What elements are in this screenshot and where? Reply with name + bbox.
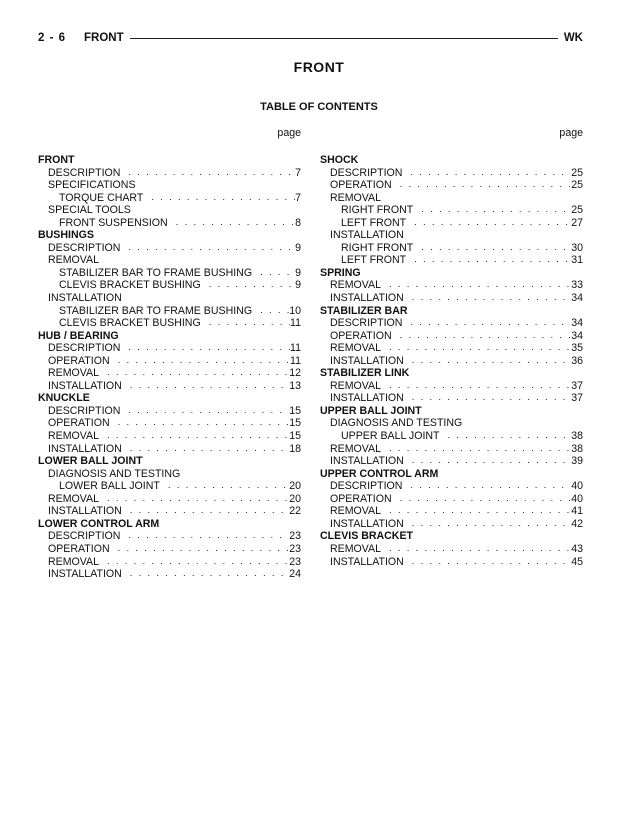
toc-entry-page: 9 bbox=[295, 266, 301, 279]
section-name: FRONT bbox=[84, 32, 124, 44]
toc-entry-page: 40 bbox=[571, 492, 583, 505]
dot-leader bbox=[413, 242, 571, 255]
toc-entry-label: UPPER BALL JOINT bbox=[320, 404, 422, 417]
toc-entry-label: DESCRIPTION bbox=[48, 342, 121, 355]
toc-entry-label: INSTALLATION bbox=[330, 229, 404, 242]
toc-entry[interactable] bbox=[320, 292, 583, 305]
toc-entry-page: 15 bbox=[289, 417, 301, 430]
toc-left-column bbox=[38, 126, 301, 581]
dot-leader bbox=[402, 317, 571, 330]
toc-entry-label: STABILIZER BAR bbox=[320, 304, 408, 317]
toc-entry-page: 33 bbox=[571, 279, 583, 292]
toc-entry-page: 36 bbox=[571, 354, 583, 367]
dot-leader bbox=[406, 254, 571, 267]
dot-leader bbox=[120, 530, 289, 543]
toc-entry[interactable] bbox=[38, 217, 301, 230]
toc-entry bbox=[320, 229, 583, 242]
toc-section-heading bbox=[320, 267, 583, 280]
toc-entry-label: LEFT FRONT bbox=[341, 254, 407, 267]
toc-entry-page: 23 bbox=[289, 530, 301, 543]
dot-leader bbox=[404, 556, 571, 569]
toc-entry-label: OPERATION bbox=[330, 492, 392, 505]
toc-section-heading bbox=[320, 305, 583, 318]
toc-heading: TABLE OF CONTENTS bbox=[260, 101, 378, 113]
toc-entry-page: 37 bbox=[571, 379, 583, 392]
page-number: 2 - 6 bbox=[38, 32, 67, 44]
toc-section-heading bbox=[320, 154, 583, 167]
toc-entry-label: UPPER BALL JOINT bbox=[341, 430, 440, 443]
toc-entry-page: 12 bbox=[289, 367, 301, 380]
dot-leader bbox=[110, 417, 290, 430]
toc-entry-page: 9 bbox=[295, 279, 301, 292]
toc-entry[interactable] bbox=[320, 242, 583, 255]
toc-entry bbox=[320, 417, 583, 430]
toc-entry-label: SPRING bbox=[320, 266, 361, 279]
toc-entry-page: 24 bbox=[289, 568, 301, 581]
toc-entry[interactable] bbox=[320, 455, 583, 468]
toc-entry-label: SPECIFICATIONS bbox=[48, 179, 136, 192]
toc-entry-label: CLEVIS BRACKET BUSHING bbox=[59, 317, 201, 330]
dot-leader bbox=[381, 443, 571, 456]
dot-leader bbox=[404, 455, 571, 468]
toc-entry bbox=[320, 192, 583, 205]
toc-entry[interactable] bbox=[38, 305, 301, 318]
toc-entry-page: 39 bbox=[571, 455, 583, 468]
toc-entry-page: 35 bbox=[571, 342, 583, 355]
dot-leader bbox=[402, 480, 571, 493]
toc-entry-label: KNUCKLE bbox=[38, 392, 90, 405]
toc-entry-page: 42 bbox=[571, 517, 583, 530]
toc-section-heading bbox=[38, 330, 301, 343]
toc-entry bbox=[38, 292, 301, 305]
toc-entry[interactable] bbox=[320, 179, 583, 192]
dot-leader bbox=[120, 405, 289, 418]
toc-entry-label: INSTALLATION bbox=[48, 505, 122, 518]
dot-leader bbox=[252, 267, 295, 280]
toc-entry[interactable] bbox=[320, 493, 583, 506]
page-header bbox=[38, 31, 583, 45]
toc-entry-page: 7 bbox=[295, 166, 301, 179]
toc-entry-label: REMOVAL bbox=[48, 555, 100, 568]
toc-entry-page: 11 bbox=[290, 317, 301, 330]
toc-entry-label: DESCRIPTION bbox=[48, 530, 121, 543]
toc-entry-label: DESCRIPTION bbox=[48, 166, 121, 179]
toc-entry-label: REMOVAL bbox=[48, 430, 100, 443]
toc-entry[interactable] bbox=[38, 242, 301, 255]
toc-entry-label: STABILIZER BAR TO FRAME BUSHING bbox=[59, 304, 253, 317]
toc-entry[interactable] bbox=[320, 330, 583, 343]
toc-entry-page: 22 bbox=[289, 505, 301, 518]
toc-entry[interactable] bbox=[320, 480, 583, 493]
toc-entry[interactable] bbox=[38, 480, 301, 493]
toc-entry bbox=[38, 468, 301, 481]
toc-entry-page: 37 bbox=[571, 392, 583, 405]
toc-entry-label: REMOVAL bbox=[48, 492, 100, 505]
toc-entry[interactable] bbox=[38, 167, 301, 180]
toc-entry-page: 10 bbox=[289, 304, 301, 317]
dot-leader bbox=[440, 430, 572, 443]
toc-entry-label: DESCRIPTION bbox=[330, 166, 403, 179]
toc-entry-label: DESCRIPTION bbox=[330, 317, 403, 330]
toc-entry-label: DIAGNOSIS AND TESTING bbox=[330, 417, 463, 430]
toc-entry-label: LOWER CONTROL ARM bbox=[38, 517, 160, 530]
toc-entry-label: LOWER BALL JOINT bbox=[59, 480, 160, 493]
toc-entry-label: RIGHT FRONT bbox=[341, 241, 414, 254]
dot-leader bbox=[99, 430, 289, 443]
toc-section-heading bbox=[38, 154, 301, 167]
toc-entry-label: REMOVAL bbox=[48, 367, 100, 380]
toc-entry[interactable] bbox=[38, 430, 301, 443]
toc-entry-label: INSTALLATION bbox=[330, 354, 404, 367]
toc-section-heading bbox=[320, 367, 583, 380]
toc-entry-page: 34 bbox=[571, 329, 583, 342]
dot-leader bbox=[110, 543, 290, 556]
toc-entry-page: 27 bbox=[571, 216, 583, 229]
toc-section-heading bbox=[38, 229, 301, 242]
dot-leader bbox=[404, 292, 571, 305]
toc-entry[interactable] bbox=[320, 342, 583, 355]
toc-entry[interactable] bbox=[38, 443, 301, 456]
dot-leader bbox=[392, 179, 572, 192]
toc-entry-label: REMOVAL bbox=[330, 442, 382, 455]
dot-leader bbox=[122, 505, 289, 518]
toc-entry[interactable] bbox=[38, 279, 301, 292]
dot-leader bbox=[381, 279, 571, 292]
dot-leader bbox=[381, 543, 571, 556]
toc-entry-page: 38 bbox=[571, 442, 583, 455]
toc-entry-label: SPECIAL TOOLS bbox=[48, 204, 131, 217]
toc-entry-page: 40 bbox=[571, 480, 583, 493]
dot-leader bbox=[381, 342, 571, 355]
toc-entry-label: FRONT bbox=[38, 154, 75, 166]
toc-entry-label: LOWER BALL JOINT bbox=[38, 455, 143, 468]
dot-leader bbox=[110, 355, 290, 368]
toc-entry-label: STABILIZER LINK bbox=[320, 367, 410, 380]
toc-entry-label: INSTALLATION bbox=[48, 292, 122, 305]
dot-leader bbox=[402, 167, 571, 180]
toc-entry bbox=[38, 254, 301, 267]
toc-entry[interactable] bbox=[38, 417, 301, 430]
toc-entry-label: CLEVIS BRACKET BUSHING bbox=[59, 279, 201, 292]
toc-entry-page: 41 bbox=[571, 505, 583, 518]
toc-entry-label: SHOCK bbox=[320, 154, 359, 166]
dot-leader bbox=[201, 279, 295, 292]
toc-entry-page: 30 bbox=[571, 241, 583, 254]
dot-leader bbox=[122, 568, 289, 581]
page-column-label: page bbox=[559, 127, 583, 139]
toc-entry-label: REMOVAL bbox=[330, 379, 382, 392]
toc-entry-label: OPERATION bbox=[48, 354, 110, 367]
dot-leader bbox=[201, 317, 290, 330]
toc-entry-page: 23 bbox=[289, 555, 301, 568]
toc-entry-label: REMOVAL bbox=[330, 505, 382, 518]
toc-entry-page: 43 bbox=[571, 542, 583, 555]
toc-entry[interactable] bbox=[320, 556, 583, 569]
toc-entry[interactable] bbox=[38, 267, 301, 280]
dot-leader bbox=[99, 493, 289, 506]
toc-entry-page: 38 bbox=[571, 430, 583, 443]
toc-entry-page: 34 bbox=[571, 292, 583, 305]
dot-leader bbox=[413, 204, 571, 217]
toc-entry[interactable] bbox=[38, 192, 301, 205]
toc-entry-page: 11 bbox=[290, 342, 301, 355]
dot-leader bbox=[99, 556, 289, 569]
toc-entry[interactable] bbox=[320, 380, 583, 393]
toc-entry-label: RIGHT FRONT bbox=[341, 204, 414, 217]
toc-entry-page: 23 bbox=[289, 542, 301, 555]
toc-entry[interactable] bbox=[320, 443, 583, 456]
toc-entry[interactable] bbox=[320, 355, 583, 368]
toc-entry[interactable] bbox=[320, 430, 583, 443]
dot-leader bbox=[404, 392, 571, 405]
toc-entry-label: INSTALLATION bbox=[330, 292, 404, 305]
dot-leader bbox=[122, 443, 289, 456]
toc-entry-page: 18 bbox=[289, 442, 301, 455]
toc-entry-label: CLEVIS BRACKET bbox=[320, 530, 413, 543]
toc-entry-label: UPPER CONTROL ARM bbox=[320, 467, 439, 480]
toc-section-heading bbox=[38, 392, 301, 405]
dot-leader bbox=[168, 217, 295, 230]
toc-entry bbox=[38, 204, 301, 217]
toc-entry[interactable] bbox=[38, 530, 301, 543]
toc-entry[interactable] bbox=[38, 355, 301, 368]
toc-entry-label: INSTALLATION bbox=[48, 379, 122, 392]
toc-section-heading bbox=[38, 455, 301, 468]
toc-entry-label: TORQUE CHART bbox=[59, 191, 144, 204]
dot-leader bbox=[120, 342, 290, 355]
model-code: WK bbox=[563, 32, 583, 44]
toc-entry-label: INSTALLATION bbox=[330, 455, 404, 468]
dot-leader bbox=[392, 330, 572, 343]
toc-section-heading bbox=[320, 530, 583, 543]
toc-entry-label: DIAGNOSIS AND TESTING bbox=[48, 467, 181, 480]
toc-entry[interactable] bbox=[320, 254, 583, 267]
header-rule bbox=[130, 38, 558, 39]
toc-entry[interactable] bbox=[320, 204, 583, 217]
toc-entry-page: 9 bbox=[295, 241, 301, 254]
toc-entry-label: REMOVAL bbox=[48, 254, 100, 267]
toc-entry-page: 20 bbox=[289, 480, 301, 493]
toc-entry[interactable] bbox=[38, 493, 301, 506]
toc-entry[interactable] bbox=[320, 217, 583, 230]
toc-entry-label: HUB / BEARING bbox=[38, 329, 119, 342]
dot-leader bbox=[406, 217, 571, 230]
toc-entry-page: 25 bbox=[571, 179, 583, 192]
dot-leader bbox=[160, 480, 289, 493]
toc-entry-label: INSTALLATION bbox=[330, 555, 404, 568]
toc-entry-label: INSTALLATION bbox=[48, 568, 122, 581]
dot-leader bbox=[381, 505, 571, 518]
toc-entry-label: REMOVAL bbox=[330, 279, 382, 292]
toc-entry[interactable] bbox=[320, 167, 583, 180]
toc-entry-page: 8 bbox=[295, 216, 301, 229]
toc-entry[interactable] bbox=[38, 505, 301, 518]
toc-entry-page: 25 bbox=[571, 204, 583, 217]
toc-entry-label: REMOVAL bbox=[330, 191, 382, 204]
toc-entry[interactable] bbox=[38, 317, 301, 330]
toc-entry-page: 15 bbox=[289, 430, 301, 443]
dot-leader bbox=[120, 167, 295, 180]
dot-leader bbox=[381, 380, 571, 393]
dot-leader bbox=[99, 367, 289, 380]
toc-entry-label: BUSHINGS bbox=[38, 229, 94, 242]
toc-entry-label: INSTALLATION bbox=[330, 392, 404, 405]
toc-entry[interactable] bbox=[320, 392, 583, 405]
toc-entry-label: DESCRIPTION bbox=[48, 404, 121, 417]
toc-entry[interactable] bbox=[38, 405, 301, 418]
toc-entry-label: INSTALLATION bbox=[330, 517, 404, 530]
toc-entry-label: OPERATION bbox=[48, 542, 110, 555]
toc-entry-page: 15 bbox=[289, 404, 301, 417]
toc-entry-label: DESCRIPTION bbox=[330, 480, 403, 493]
toc-entry-label: OPERATION bbox=[48, 417, 110, 430]
toc-entry bbox=[38, 179, 301, 192]
toc-entry[interactable] bbox=[320, 543, 583, 556]
toc-entry-page: 7 bbox=[295, 191, 301, 204]
toc-entry[interactable] bbox=[38, 342, 301, 355]
toc-entry-label: DESCRIPTION bbox=[48, 241, 121, 254]
dot-leader bbox=[252, 305, 289, 318]
toc-entry-label: OPERATION bbox=[330, 329, 392, 342]
toc-entry-label: REMOVAL bbox=[330, 342, 382, 355]
toc-entry-label: OPERATION bbox=[330, 179, 392, 192]
dot-leader bbox=[404, 355, 571, 368]
toc-entry-label: INSTALLATION bbox=[48, 442, 122, 455]
toc-entry-label: STABILIZER BAR TO FRAME BUSHING bbox=[59, 266, 253, 279]
toc-entry-label: REMOVAL bbox=[330, 542, 382, 555]
toc-entry-label: FRONT SUSPENSION bbox=[59, 216, 168, 229]
toc-entry-label: LEFT FRONT bbox=[341, 216, 407, 229]
toc-entry-page: 13 bbox=[289, 379, 301, 392]
dot-leader bbox=[392, 493, 572, 506]
dot-leader bbox=[120, 242, 295, 255]
toc-entry[interactable] bbox=[38, 556, 301, 569]
toc-entry-page: 20 bbox=[289, 492, 301, 505]
toc-entry-page: 31 bbox=[571, 254, 583, 267]
toc-entry-page: 25 bbox=[571, 166, 583, 179]
toc-right-column bbox=[320, 126, 583, 568]
toc-entry[interactable] bbox=[38, 543, 301, 556]
toc-section-heading bbox=[38, 518, 301, 531]
toc-entry[interactable] bbox=[38, 367, 301, 380]
toc-entry-page: 45 bbox=[571, 555, 583, 568]
toc-entry-page: 34 bbox=[571, 317, 583, 330]
toc-entry[interactable] bbox=[320, 518, 583, 531]
dot-leader bbox=[143, 192, 295, 205]
page-title: FRONT bbox=[293, 59, 345, 75]
toc-entry[interactable] bbox=[38, 380, 301, 393]
toc-entry[interactable] bbox=[320, 317, 583, 330]
toc-entry-page: 11 bbox=[290, 354, 301, 367]
dot-leader bbox=[404, 518, 571, 531]
toc-entry[interactable] bbox=[320, 505, 583, 518]
page-column-label: page bbox=[277, 127, 301, 139]
toc-section-heading bbox=[320, 468, 583, 481]
dot-leader bbox=[122, 380, 289, 393]
toc-section-heading bbox=[320, 405, 583, 418]
toc-entry[interactable] bbox=[38, 568, 301, 581]
toc-entry[interactable] bbox=[320, 279, 583, 292]
